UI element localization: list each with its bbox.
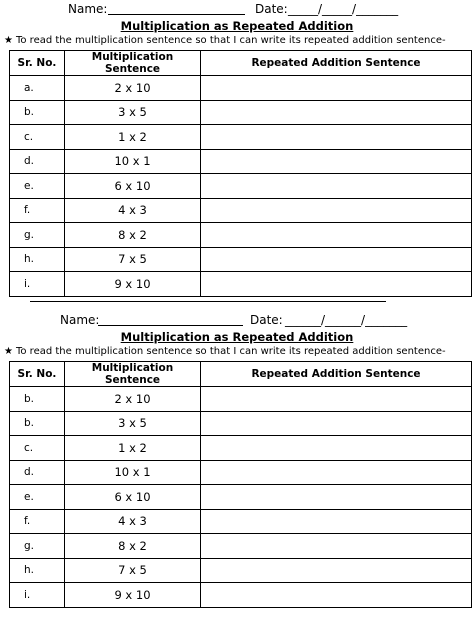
multiplication-sentence-cell: 1 x 2: [65, 436, 201, 461]
answer-cell[interactable]: [201, 558, 472, 583]
star-icon: ★: [4, 346, 13, 357]
sr-no-cell: c.: [10, 436, 65, 461]
sr-no-cell: b.: [10, 387, 65, 412]
sr-no-cell: f.: [10, 198, 65, 223]
table-row: [10, 509, 472, 534]
worksheet-table: [9, 50, 472, 297]
multiplication-sentence-cell: 2 x 10: [65, 76, 201, 101]
header-repeated-addition-sentence: Repeated Addition Sentence: [201, 51, 472, 76]
answer-cell[interactable]: [201, 387, 472, 412]
date-blank[interactable]: ______/______/_______: [285, 313, 408, 327]
date-label: Date:: [255, 2, 288, 16]
sr-no-cell: i.: [10, 272, 65, 297]
multiplication-sentence-cell: 10 x 1: [65, 460, 201, 485]
worksheet-table: [9, 361, 472, 608]
multiplication-sentence-cell: 1 x 2: [65, 125, 201, 150]
answer-cell[interactable]: [201, 223, 472, 248]
cut-divider-line: [30, 301, 386, 302]
multiplication-sentence-cell: 6 x 10: [65, 174, 201, 199]
name-blank-line[interactable]: [108, 14, 245, 15]
header-sr-no: Sr. No.: [10, 362, 65, 387]
multiplication-sentence-cell: 6 x 10: [65, 485, 201, 510]
table-header-row: [10, 362, 472, 387]
sr-no-cell: d.: [10, 149, 65, 174]
table-row: [10, 436, 472, 461]
multiplication-sentence-cell: 10 x 1: [65, 149, 201, 174]
sr-no-cell: b.: [10, 100, 65, 125]
sr-no-cell: e.: [10, 174, 65, 199]
star-icon: ★: [4, 35, 13, 46]
multiplication-sentence-cell: 9 x 10: [65, 272, 201, 297]
answer-cell[interactable]: [201, 198, 472, 223]
name-date-line: [0, 311, 474, 329]
objective-text: To read the multiplication sentence so that I can write its repeated addition sentence-: [15, 35, 446, 46]
table-row: [10, 125, 472, 150]
table-row: [10, 534, 472, 559]
multiplication-sentence-cell: 8 x 2: [65, 223, 201, 248]
answer-cell[interactable]: [201, 534, 472, 559]
sr-no-cell: g.: [10, 534, 65, 559]
multiplication-sentence-cell: 8 x 2: [65, 534, 201, 559]
multiplication-sentence-cell: 7 x 5: [65, 558, 201, 583]
answer-cell[interactable]: [201, 174, 472, 199]
sr-no-cell: i.: [10, 583, 65, 608]
sr-no-cell: c.: [10, 125, 65, 150]
table-row: [10, 485, 472, 510]
header-multiplication-sentence: Multiplication Sentence: [65, 362, 201, 387]
sr-no-cell: b.: [10, 411, 65, 436]
header-sr-no: Sr. No.: [10, 51, 65, 76]
answer-cell[interactable]: [201, 247, 472, 272]
worksheet-title: Multiplication as Repeated Addition: [120, 330, 354, 344]
sr-no-cell: d.: [10, 460, 65, 485]
table-row: [10, 387, 472, 412]
answer-cell[interactable]: [201, 583, 472, 608]
table-row: [10, 272, 472, 297]
answer-cell[interactable]: [201, 436, 472, 461]
name-label: Name:: [68, 2, 108, 16]
worksheet-title: Multiplication as Repeated Addition: [120, 19, 354, 33]
header-multiplication-sentence: Multiplication Sentence: [65, 51, 201, 76]
sr-no-cell: h.: [10, 247, 65, 272]
sr-no-cell: g.: [10, 223, 65, 248]
date-label: Date:: [250, 313, 283, 327]
table-row: [10, 76, 472, 101]
date-blank[interactable]: _____/_____/_______: [288, 2, 399, 16]
table-row: [10, 247, 472, 272]
answer-cell[interactable]: [201, 76, 472, 101]
answer-cell[interactable]: [201, 485, 472, 510]
table-row: [10, 149, 472, 174]
table-row: [10, 411, 472, 436]
answer-cell[interactable]: [201, 272, 472, 297]
multiplication-sentence-cell: 4 x 3: [65, 198, 201, 223]
objective-text: To read the multiplication sentence so that I can write its repeated addition sentence-: [15, 346, 446, 357]
sr-no-cell: h.: [10, 558, 65, 583]
answer-cell[interactable]: [201, 460, 472, 485]
table-row: [10, 174, 472, 199]
answer-cell[interactable]: [201, 509, 472, 534]
sr-no-cell: a.: [10, 76, 65, 101]
table-row: [10, 558, 472, 583]
sr-no-cell: f.: [10, 509, 65, 534]
objective-line: [4, 345, 474, 359]
name-label: Name:: [60, 313, 100, 327]
answer-cell[interactable]: [201, 149, 472, 174]
name-blank-line[interactable]: [98, 325, 243, 326]
multiplication-sentence-cell: 7 x 5: [65, 247, 201, 272]
name-date-line: [0, 0, 474, 18]
answer-cell[interactable]: [201, 100, 472, 125]
table-header-row: [10, 51, 472, 76]
table-row: [10, 583, 472, 608]
table-row: [10, 460, 472, 485]
header-repeated-addition-sentence: Repeated Addition Sentence: [201, 362, 472, 387]
sr-no-cell: e.: [10, 485, 65, 510]
multiplication-sentence-cell: 4 x 3: [65, 509, 201, 534]
multiplication-sentence-cell: 2 x 10: [65, 387, 201, 412]
multiplication-sentence-cell: 3 x 5: [65, 411, 201, 436]
multiplication-sentence-cell: 9 x 10: [65, 583, 201, 608]
objective-line: [4, 34, 474, 48]
table-row: [10, 223, 472, 248]
answer-cell[interactable]: [201, 125, 472, 150]
table-row: [10, 198, 472, 223]
multiplication-sentence-cell: 3 x 5: [65, 100, 201, 125]
table-row: [10, 100, 472, 125]
answer-cell[interactable]: [201, 411, 472, 436]
